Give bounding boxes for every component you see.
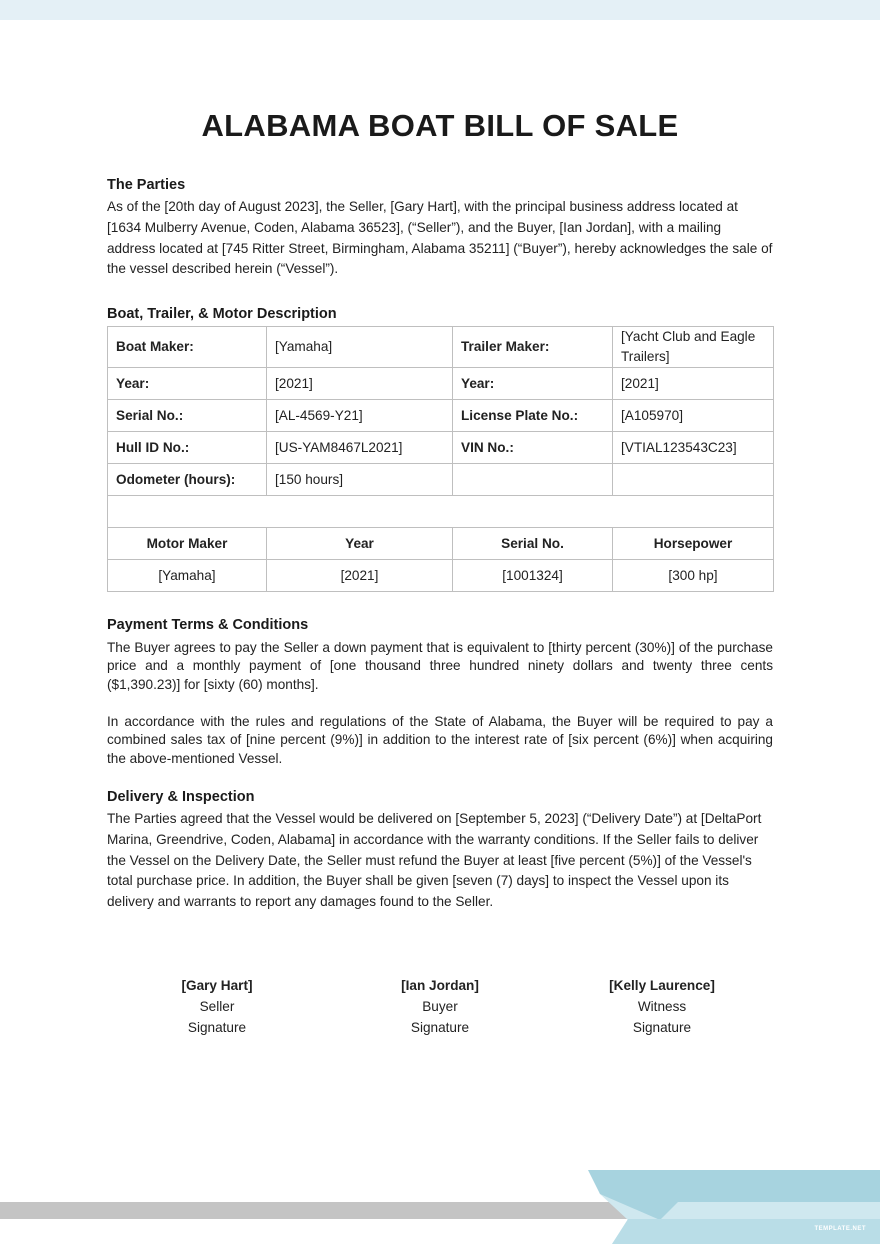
top-decorative-band xyxy=(0,0,880,20)
table-label: Boat Maker: xyxy=(108,327,267,368)
table-label: Year: xyxy=(108,368,267,400)
table-spacer-cell xyxy=(108,496,774,528)
table-value: [2021] xyxy=(613,368,774,400)
motor-header-cell: Year xyxy=(267,528,453,560)
table-label: Trailer Maker: xyxy=(453,327,613,368)
table-label: VIN No.: xyxy=(453,432,613,464)
motor-header-cell: Serial No. xyxy=(453,528,613,560)
payment-paragraph-2: In accordance with the rules and regulations of the State of Alabama, the Buyer will be required to pay a combined sales tax of [nine percent (9%)] in addition to the interest rate of [six percent (6%)] when acquiring the above-mentioned Vessel. xyxy=(107,714,773,766)
signature-block-witness xyxy=(572,975,752,1038)
signer-name: [Gary Hart] xyxy=(181,978,253,993)
table-value xyxy=(613,464,774,496)
table-label: License Plate No.: xyxy=(453,400,613,432)
signer-role: Buyer xyxy=(422,999,458,1014)
signer-name: [Ian Jordan] xyxy=(401,978,479,993)
motor-header-cell: Horsepower xyxy=(613,528,774,560)
payment-heading: Payment Terms & Conditions xyxy=(107,617,309,633)
payment-paragraph-1: The Buyer agrees to pay the Seller a down payment that is equivalent to [thirty percent (30%)] of the purchase price and a monthly payment of [one thousand three hundred ninety dollars and twenty three cents ($1,390.23)] for [sixty (60) months]. xyxy=(107,640,773,692)
table-value: [Yamaha] xyxy=(267,327,453,368)
table-row xyxy=(108,327,774,368)
table-row xyxy=(108,432,774,464)
signature-block-buyer xyxy=(350,975,530,1038)
table-label: Serial No.: xyxy=(108,400,267,432)
document-title: ALABAMA BOAT BILL OF SALE xyxy=(201,108,679,143)
table-value: [VTIAL123543C23] xyxy=(613,432,774,464)
motor-value-row xyxy=(108,560,774,592)
table-value: [150 hours] xyxy=(267,464,453,496)
motor-value-cell: [Yamaha] xyxy=(108,560,267,592)
signer-name: [Kelly Laurence] xyxy=(609,978,715,993)
signer-role: Witness xyxy=(637,999,687,1014)
motor-header-cell: Motor Maker xyxy=(108,528,267,560)
table-label xyxy=(453,464,613,496)
motor-value-cell: [1001324] xyxy=(453,560,613,592)
signer-role: Seller xyxy=(199,999,235,1014)
table-label: Year: xyxy=(453,368,613,400)
table-spacer-row xyxy=(108,496,774,528)
table-label: Hull ID No.: xyxy=(108,432,267,464)
table-row xyxy=(108,368,774,400)
description-table xyxy=(107,326,774,592)
parties-heading: The Parties xyxy=(107,177,186,193)
signature-caption: Signature xyxy=(187,1020,247,1035)
table-label: Odometer (hours): xyxy=(108,464,267,496)
parties-paragraph: As of the [20th day of August 2023], the Seller, [Gary Hart], with the principal business address located at [1634 Mulberry Avenue, Coden, Alabama 36523], (“Seller”), and the Buyer, [Ian Jordan], with a mailing address located at [745 Ritter Street, Birmingham, Alabama 35211] (“Buyer”), hereby acknowledges the sale of the vessel described herein (“Vessel”). xyxy=(107,199,773,277)
footer-decoration xyxy=(0,1170,880,1244)
motor-value-cell: [300 hp] xyxy=(613,560,774,592)
motor-value-cell: [2021] xyxy=(267,560,453,592)
description-heading: Boat, Trailer, & Motor Description xyxy=(107,306,337,322)
signature-caption: Signature xyxy=(410,1020,470,1035)
signature-block-seller xyxy=(127,975,307,1038)
table-value: [A105970] xyxy=(613,400,774,432)
delivery-heading: Delivery & Inspection xyxy=(107,789,255,805)
motor-header-row xyxy=(108,528,774,560)
table-value: [AL-4569-Y21] xyxy=(267,400,453,432)
table-row xyxy=(108,400,774,432)
table-value: [US-YAM8467L2021] xyxy=(267,432,453,464)
signature-caption: Signature xyxy=(632,1020,692,1035)
delivery-paragraph: The Parties agreed that the Vessel would be delivered on [September 5, 2023] (“Delivery Date”) at [DeltaPort Marina, Greendrive, Coden, Alabama] in accordance with the warranty conditions. If the Seller fails to deliver the Vessel on the Delivery Date, the Seller must refund the Buyer at least [five percent (5%)] of the Vessel's total purchase price. In addition, the Buyer shall be given [seven (7) days] to inspect the Vessel upon its delivery and warrants to report any damages found to the Seller. xyxy=(107,811,762,910)
table-row xyxy=(108,464,774,496)
table-value: [2021] xyxy=(267,368,453,400)
table-value: [Yacht Club and Eagle Trailers] xyxy=(613,327,774,368)
template-watermark: TEMPLATE.NET xyxy=(814,1226,866,1232)
